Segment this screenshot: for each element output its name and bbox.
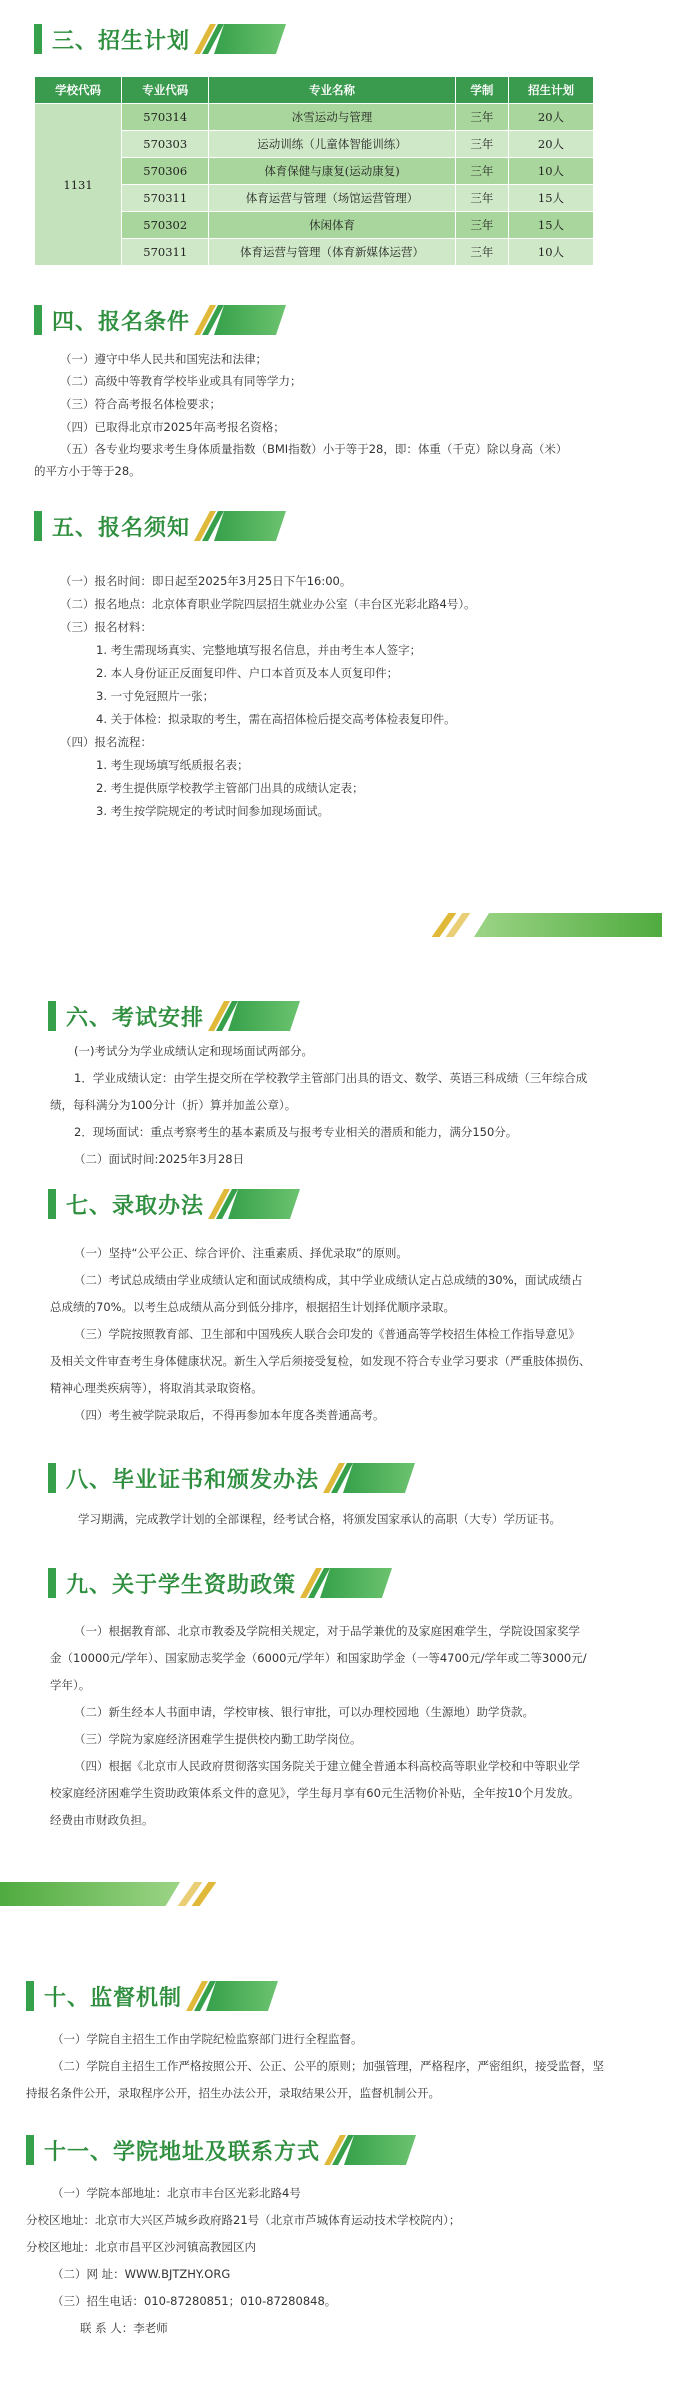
text-line: 1．学业成绩认定：由学生提交所在学校教学主管部门出具的语文、数学、英语三科成绩（三年综合成 [74, 1071, 588, 1085]
text-line: 1. 考生现场填写纸质报名表； [96, 758, 249, 772]
section-decoration [202, 511, 286, 541]
section-header-s10 [26, 1979, 278, 2013]
text-line: （二）新生经本人书面申请，学校审核、银行审批，可以办理校园地（生源地）助学贷款。 [74, 1705, 534, 1719]
text-line: （二）报名地点：北京体育职业学院四层招生就业办公室（丰台区光彩北路4号）。 [60, 597, 476, 611]
section-title: 五、报名须知 [52, 514, 191, 541]
section-title: 三、招生计划 [52, 27, 191, 54]
section-title: 十、监督机制 [44, 1984, 183, 2011]
text-line: 精神心理类疾病等），将取消其录取资格。 [50, 1381, 263, 1395]
section-title: 九、关于学生资助政策 [66, 1571, 297, 1598]
table-row [35, 104, 594, 131]
text-line: （二）面试时间:2025年3月28日 [74, 1152, 245, 1166]
cell-code: 570314 [122, 104, 209, 131]
header-major-code: 专业代码 [122, 77, 209, 104]
text-line: 学习期满，完成教学计划的全部课程，经考试合格，将颁发国家承认的高职（大专）学历证书。 [78, 1512, 561, 1526]
section-bar [26, 2135, 34, 2165]
cell-plan: 10人 [508, 239, 593, 266]
text-line: 的平方小于等于28。 [34, 464, 141, 478]
text-line: （二）考试总成绩由学业成绩认定和面试成绩构成，其中学业成绩认定占总成绩的30%，面试成绩占 [74, 1273, 583, 1287]
cell-years: 三年 [455, 239, 508, 266]
cell-plan: 15人 [508, 185, 593, 212]
divider-stripe [440, 913, 662, 937]
text-line: 4. 关于体检：拟录取的考生，需在高招体检后提交高考体检表复印件。 [96, 712, 456, 726]
text-line: 分校区地址：北京市昌平区沙河镇高教园区内 [26, 2240, 256, 2254]
text-line: 3. 一寸免冠照片一张； [96, 689, 215, 703]
school-code-cell: 1131 [35, 104, 122, 266]
cell-code: 570311 [122, 185, 209, 212]
cell-plan: 10人 [508, 158, 593, 185]
enrollment-plan-table [34, 76, 594, 266]
text-line: （四）报名流程： [60, 735, 152, 749]
cell-name: 冰雪运动与管理 [209, 104, 456, 131]
cell-name: 休闲体育 [209, 212, 456, 239]
text-line: (一)考试分为学业成绩认定和现场面试两部分。 [74, 1044, 313, 1058]
text-line: （二）学院自主招生工作严格按照公开、公正、公平的原则；加强管理，严格程序，严密组织，接受监督，坚 [52, 2059, 604, 2073]
text-line: （一）坚持“公平公正、综合评价、注重素质、择优录取”的原则。 [74, 1246, 408, 1260]
section-title: 六、考试安排 [66, 1004, 205, 1031]
text-line: （三）报名材料： [60, 620, 152, 634]
section-bar [34, 305, 42, 335]
text-line: （四）考生被学院录取后，不得再参加本年度各类普通高考。 [74, 1408, 385, 1422]
cell-code: 570311 [122, 239, 209, 266]
section-decoration [216, 1189, 300, 1219]
section-bar [48, 1568, 56, 1598]
text-line: 金（10000元/学年）、国家励志奖学金（6000元/学年）和国家助学金（一等4700元/学年或二等3000元/ [50, 1651, 587, 1665]
cell-code: 570306 [122, 158, 209, 185]
section-title: 四、报名条件 [52, 308, 191, 335]
cell-plan: 15人 [508, 212, 593, 239]
text-line: 总成绩的70%。以考生总成绩从高分到低分排序，根据招生计划择优顺序录取。 [50, 1300, 456, 1314]
text-line: （三）学院为家庭经济困难学生提供校内勤工助学岗位。 [74, 1732, 362, 1746]
cell-name: 体育保健与康复(运动康复) [209, 158, 456, 185]
header-major-name: 专业名称 [209, 77, 456, 104]
text-line: （四）根据《北京市人民政府贯彻落实国务院关于建立健全普通本科高校高等职业学校和中等职业学 [74, 1759, 580, 1773]
text-line: 持报名条件公开，录取程序公开，招生办法公开，录取结果公开，监督机制公开。 [26, 2086, 440, 2100]
text-line: 1. 考生需现场真实、完整地填写报名信息，并由考生本人签字； [96, 643, 422, 657]
text-line: 2. 本人身份证正反面复印件、户口本首页及本人页复印件； [96, 666, 399, 680]
text-line: （五）各专业均要求考生身体质量指数（BMI指数）小于等于28，即：体重（千克）除以身高（米） [60, 442, 568, 456]
cell-plan: 20人 [508, 131, 593, 158]
text-line: 分校区地址：北京市大兴区芦城乡政府路21号（北京市芦城体育运动技术学校院内）； [26, 2213, 461, 2227]
section-decoration [194, 1981, 278, 2011]
section-decoration [308, 1568, 392, 1598]
text-line: （三）符合高考报名体检要求； [60, 397, 221, 411]
phone-numbers: （三）招生电话：010-87280851；010-87280848。 [52, 2294, 337, 2308]
text-line: （一）学院本部地址：北京市丰台区光彩北路4号 [52, 2186, 301, 2200]
cell-years: 三年 [455, 212, 508, 239]
section-title: 八、毕业证书和颁发办法 [66, 1466, 320, 1493]
text-line: 学年）。 [50, 1678, 91, 1692]
text-line: （四）已取得北京市2025年高考报名资格； [60, 420, 285, 434]
cell-name: 体育运营与管理（场馆运营管理） [209, 185, 456, 212]
header-school-code: 学校代码 [35, 77, 122, 104]
section-title: 七、录取办法 [66, 1192, 205, 1219]
section-header-s4 [34, 303, 286, 337]
section-title: 十一、学院地址及联系方式 [44, 2138, 321, 2165]
header-years: 学制 [455, 77, 508, 104]
text-line: 经费由市财政负担。 [50, 1813, 154, 1827]
text-line: （一）学院自主招生工作由学院纪检监察部门进行全程监督。 [52, 2032, 363, 2046]
divider-stripe [0, 1882, 220, 1906]
section-header-s9 [48, 1566, 392, 1600]
text-line: （一）报名时间：即日起至2025年3月25日下午16:00。 [60, 574, 352, 588]
text-line: 校家庭经济困难学生资助政策体系文件的意见》，学生每月享有60元生活物价补贴，全年按10个月发放。 [50, 1786, 580, 1800]
section-header-s6 [48, 999, 300, 1033]
cell-years: 三年 [455, 104, 508, 131]
text-line: （一）遵守中华人民共和国宪法和法律； [60, 352, 267, 366]
section-decoration [202, 305, 286, 335]
section-header-s7 [48, 1187, 300, 1221]
section-bar [34, 24, 42, 54]
cell-years: 三年 [455, 158, 508, 185]
section-bar [48, 1463, 56, 1493]
section-bar [26, 1981, 34, 2011]
cell-code: 570303 [122, 131, 209, 158]
text-line: 3. 考生按学院规定的考试时间参加现场面试。 [96, 804, 330, 818]
section-decoration [331, 1463, 415, 1493]
section-decoration [216, 1001, 300, 1031]
section-header-s5 [34, 509, 286, 543]
section-decoration [332, 2135, 416, 2165]
section-header-s8 [48, 1461, 415, 1495]
cell-name: 体育运营与管理（体育新媒体运营） [209, 239, 456, 266]
header-plan: 招生计划 [508, 77, 593, 104]
cell-code: 570302 [122, 212, 209, 239]
text-line: （三）学院按照教育部、卫生部和中国残疾人联合会印发的《普通高等学校招生体检工作指导意见》 [74, 1327, 580, 1341]
section-bar [48, 1001, 56, 1031]
contact-person: 联 系 人：李老师 [80, 2321, 168, 2335]
section-decoration [202, 24, 286, 54]
text-line: （一）根据教育部、北京市教委及学院相关规定，对于品学兼优的及家庭困难学生，学院设国家奖学 [74, 1624, 580, 1638]
cell-years: 三年 [455, 131, 508, 158]
text-line: （二）高级中等教育学校毕业或具有同等学力； [60, 374, 302, 388]
text-line: 2. 考生提供原学校教学主管部门出具的成绩认定表； [96, 781, 364, 795]
cell-plan: 20人 [508, 104, 593, 131]
website-link[interactable]: （二）网 址：WWW.BJTZHY.ORG [52, 2267, 231, 2281]
cell-name: 运动训练（儿童体智能训练） [209, 131, 456, 158]
section-bar [48, 1189, 56, 1219]
section-header-s3 [34, 22, 286, 56]
section-header-s11 [26, 2133, 416, 2167]
text-line: 及相关文件审查考生身体健康状况。新生入学后须接受复检，如发现不符合专业学习要求（严重肢体损伤、 [50, 1354, 591, 1368]
text-line: 绩，每科满分为100分计（折）算并加盖公章）。 [50, 1098, 297, 1112]
table-header-row [35, 77, 594, 104]
section-bar [34, 511, 42, 541]
cell-years: 三年 [455, 185, 508, 212]
text-line: 2．现场面试：重点考察考生的基本素质及与报考专业相关的潜质和能力，满分150分。 [74, 1125, 518, 1139]
